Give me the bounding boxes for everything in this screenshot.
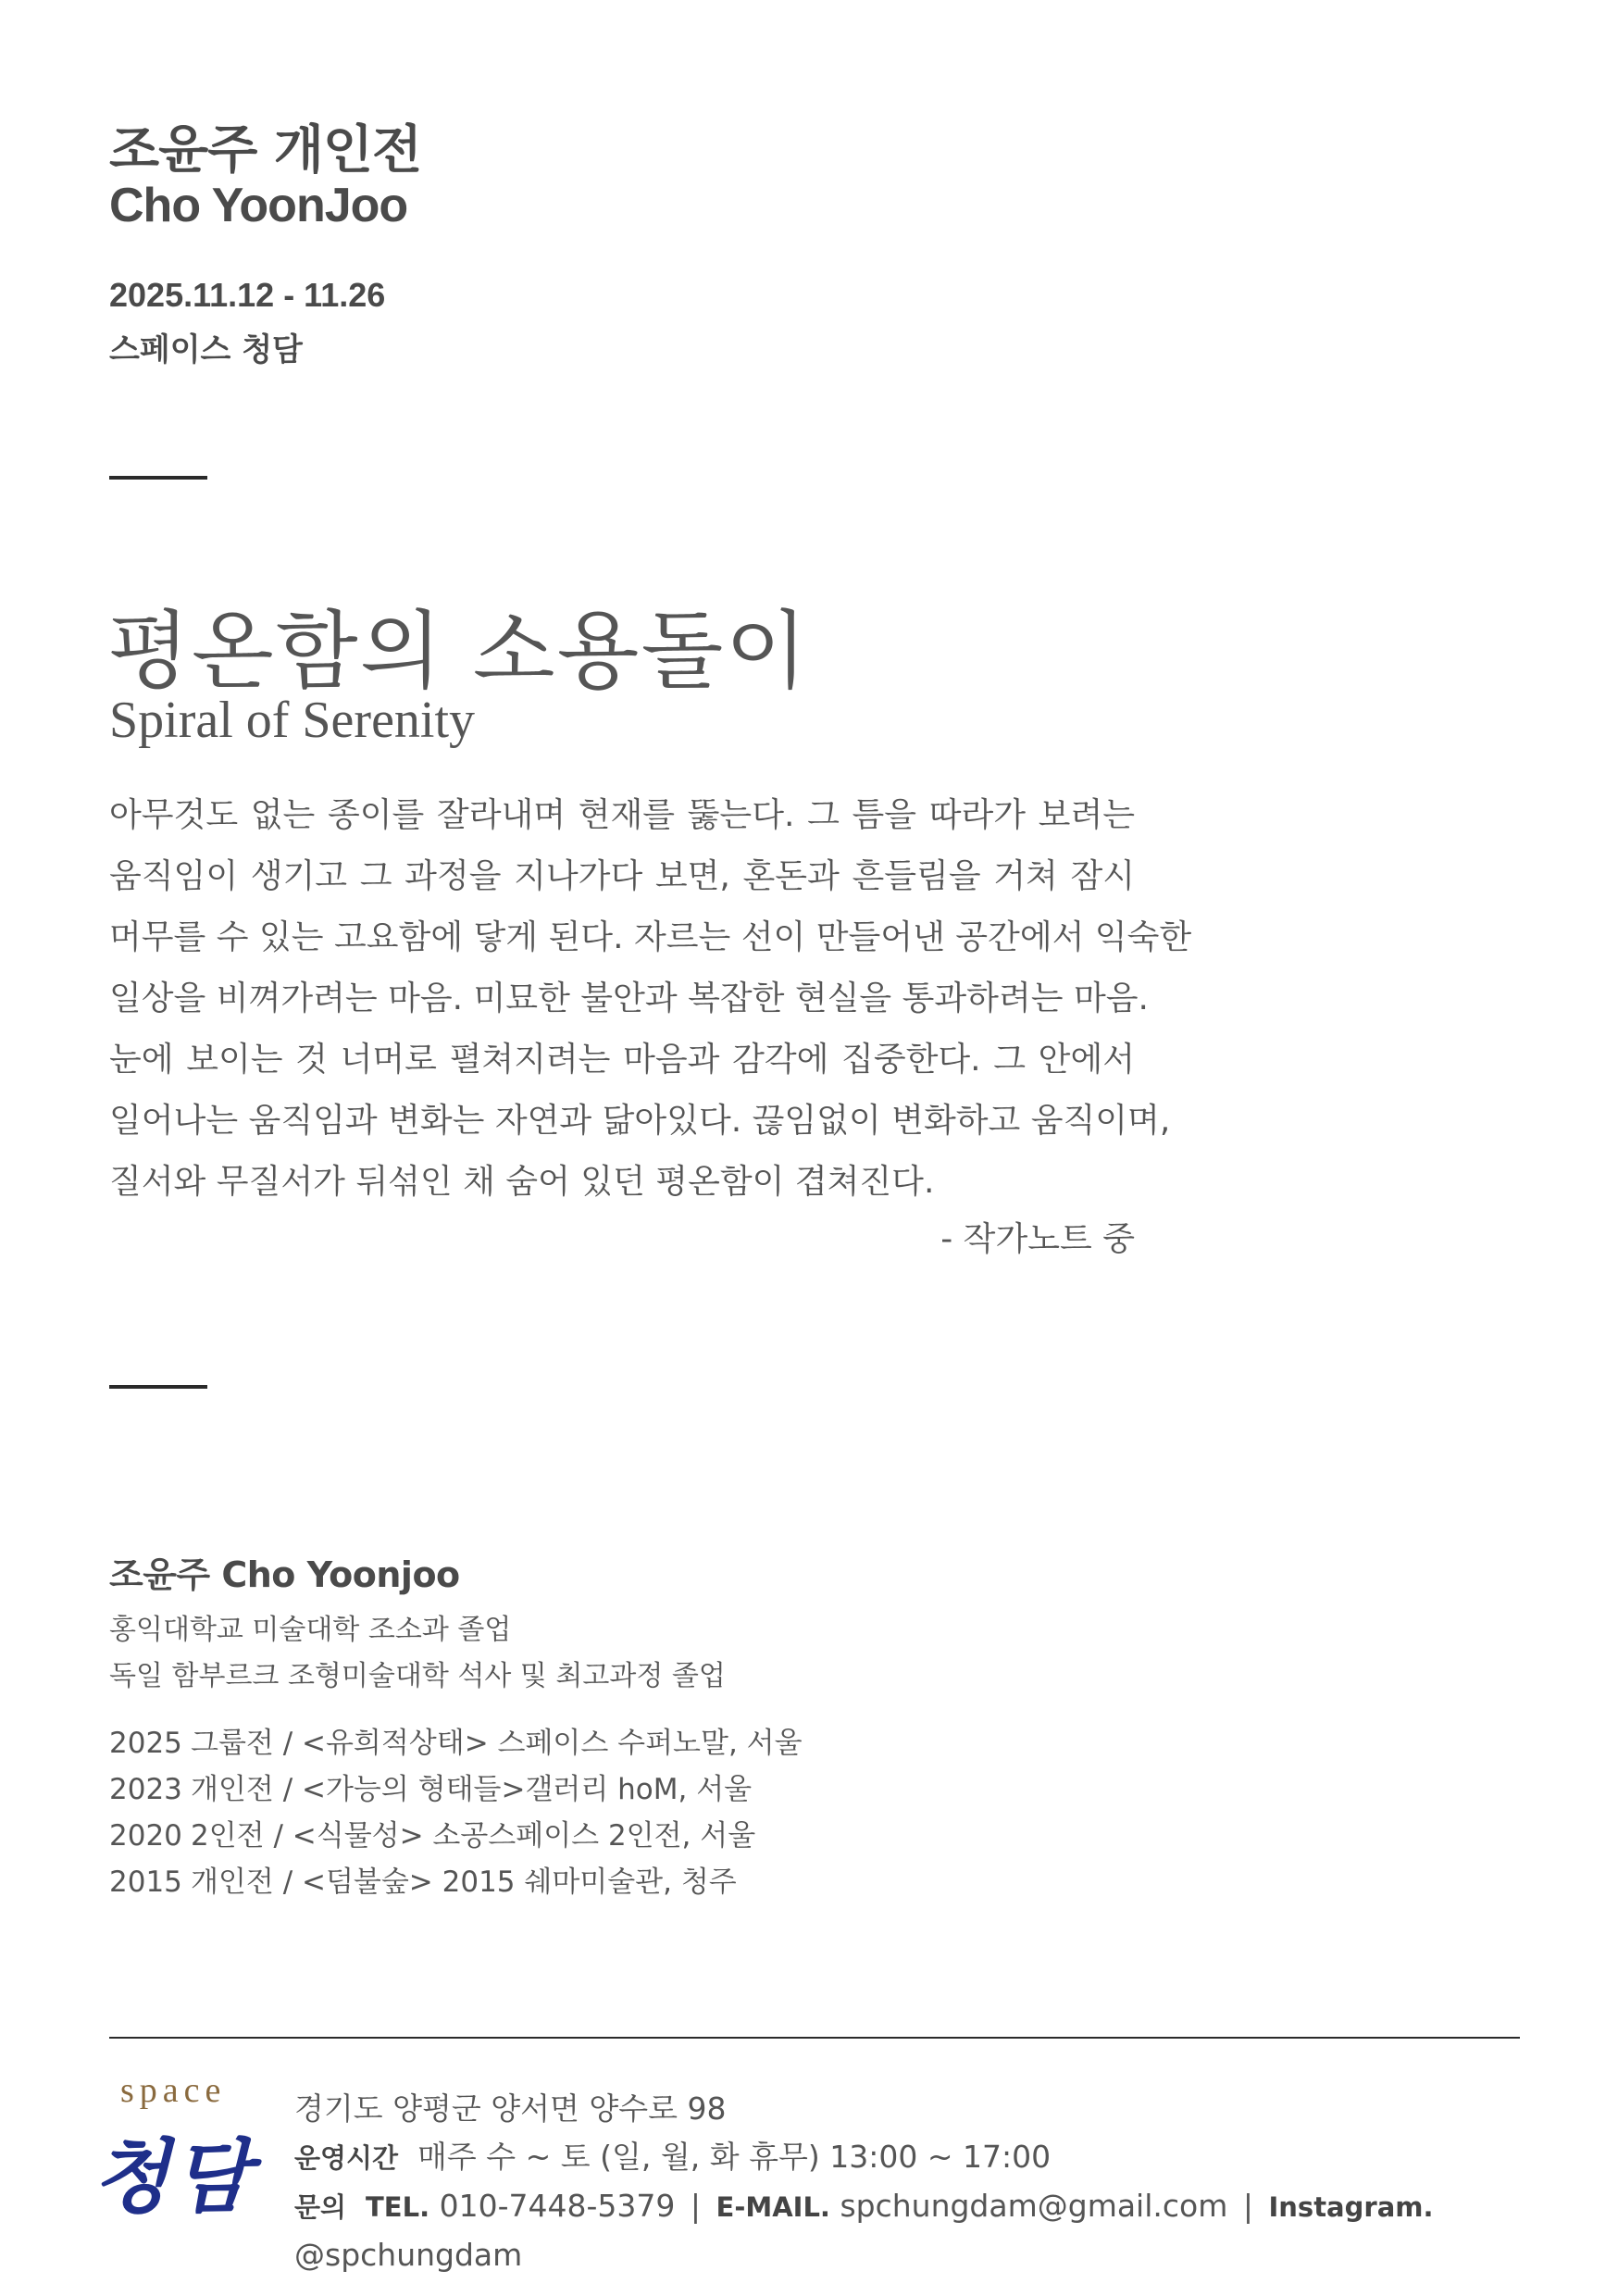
contact-label: 문의 <box>294 2191 347 2223</box>
exhibition-dates: 2025.11.12 - 11.26 <box>109 276 386 314</box>
exhibition-year: 2025 <box>109 1727 182 1760</box>
exhibition-item <box>109 1859 803 1905</box>
divider-top <box>109 476 207 480</box>
exhibition-year: 2023 <box>109 1773 182 1806</box>
hours-value: 매주 수 ~ 토 (일, 월, 화 휴무) 13:00 ~ 17:00 <box>417 2139 1052 2175</box>
hours-label: 운영시간 <box>294 2142 399 2174</box>
exhibition-year: 2015 <box>109 1866 182 1899</box>
email-label: E-MAIL. <box>716 2191 830 2223</box>
statement-line: 질서와 무질서가 뒤섞인 채 숨어 있던 평온함이 겹쳐진다. <box>109 1163 935 1201</box>
exhibition-desc: 개인전 / <덤불숲> 2015 쉐마미술관, 청주 <box>191 1866 737 1899</box>
statement-line: 일상을 비껴가려는 마음. 미묘한 불안과 복잡한 현실을 통과하려는 마음. <box>109 980 1149 1017</box>
artist-title-english: Cho YoonJoo <box>109 179 408 232</box>
education-item: 홍익대학교 미술대학 조소과 졸업 <box>109 1614 512 1646</box>
artist-education <box>109 1607 726 1700</box>
exhibition-item <box>109 1813 803 1859</box>
exhibition-item <box>109 1766 803 1813</box>
statement-line: 머무를 수 있는 고요함에 닿게 된다. 자르는 선이 만들어낸 공간에서 익숙한 <box>109 918 1192 956</box>
separator: | <box>1242 2188 1253 2224</box>
exhibition-title-korean: 평온함의 소용돌이 <box>107 602 810 701</box>
statement-line: 일어나는 움직임과 변화는 자연과 닮아있다. 끊임없이 변화하고 움직이며, <box>109 1102 1171 1140</box>
exhibition-history <box>109 1720 803 1905</box>
statement-line: 아무것도 없는 종이를 잘라내며 현재를 뚫는다. 그 틈을 따라가 보려는 <box>109 796 1135 834</box>
exhibition-desc: 개인전 / <가능의 형태들>갤러리 hoM, 서울 <box>191 1773 753 1806</box>
statement-attribution: - 작가노트 중 <box>940 1220 1135 1258</box>
instagram-value[interactable]: @spchungdam <box>294 2237 523 2273</box>
tel-value[interactable]: 010-7448-5379 <box>439 2188 676 2224</box>
footer-contact <box>294 2182 1618 2279</box>
footer-address: 경기도 양평군 양서면 양수로 98 <box>294 2090 727 2127</box>
email-value[interactable]: spchungdam@gmail.com <box>840 2188 1228 2224</box>
space-chungdam-logo <box>89 2066 283 2224</box>
tel-label: TEL. <box>366 2191 430 2223</box>
divider-middle <box>109 1385 207 1389</box>
logo-hangul-text: 청담 <box>93 2130 255 2224</box>
statement-line: 눈에 보이는 것 너머로 펼쳐지려는 마음과 감각에 집중한다. 그 안에서 <box>109 1041 1135 1079</box>
exhibition-desc: 2인전 / <식물성> 소공스페이스 2인전, 서울 <box>191 1819 756 1853</box>
logo-space-text: space <box>120 2071 227 2110</box>
exhibition-title-english: Spiral of Serenity <box>109 692 476 749</box>
exhibition-desc: 그룹전 / <유희적상태> 스페이스 수퍼노말, 서울 <box>191 1727 803 1760</box>
footer-divider <box>109 2037 1520 2039</box>
footer-info <box>294 2085 1618 2279</box>
instagram-label: Instagram. <box>1268 2191 1434 2223</box>
exhibition-venue: 스페이스 청담 <box>109 331 303 368</box>
artist-statement <box>109 785 1192 1213</box>
exhibition-year: 2020 <box>109 1819 182 1853</box>
exhibition-item <box>109 1720 803 1766</box>
artist-title-korean: 조윤주 개인전 <box>109 120 422 181</box>
artist-name: 조윤주 Cho Yoonjoo <box>109 1554 460 1595</box>
separator: | <box>690 2188 702 2224</box>
statement-line: 움직임이 생기고 그 과정을 지나가다 보면, 혼돈과 흔들림을 거쳐 잠시 <box>109 857 1135 895</box>
footer-hours <box>294 2133 1618 2182</box>
education-item: 독일 함부르크 조형미술대학 석사 및 최고과정 졸업 <box>109 1660 726 1692</box>
